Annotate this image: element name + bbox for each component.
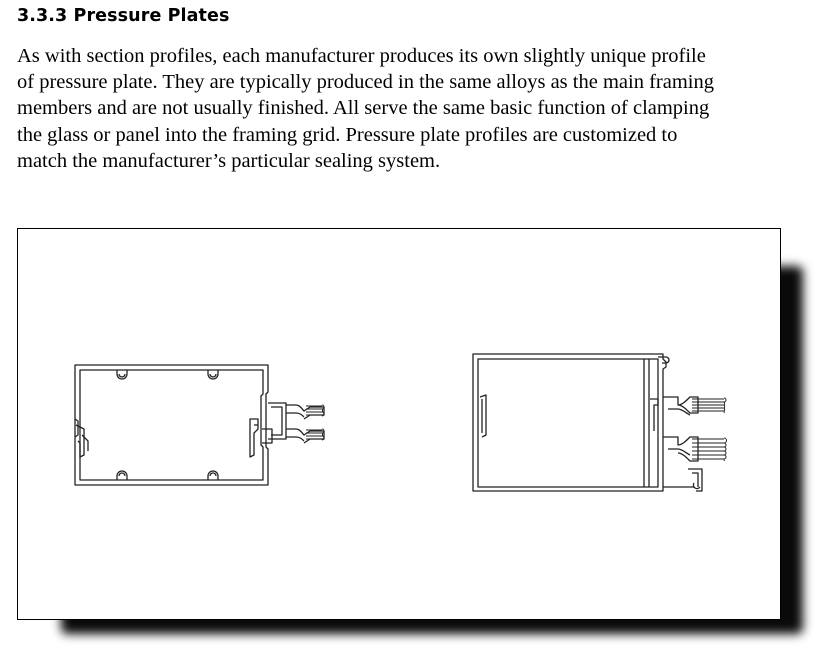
left-pressure-plate-profile	[75, 365, 324, 485]
section-heading: 3.3.3 Pressure Plates	[17, 6, 230, 26]
figure-frame	[17, 228, 781, 620]
right-pressure-plate-profile	[473, 354, 727, 491]
body-paragraph: As with section profiles, each manufacturer produces its own slightly unique profile of pressure plate. They are typically produced in the same alloys as the main framing members and are not usually finished. All serve the same basic function of clamping the glass or panel into the framing grid. Pressure plate profiles are customized to match the manufacturer’s particular sealing system.	[17, 45, 714, 172]
figure	[17, 228, 805, 638]
